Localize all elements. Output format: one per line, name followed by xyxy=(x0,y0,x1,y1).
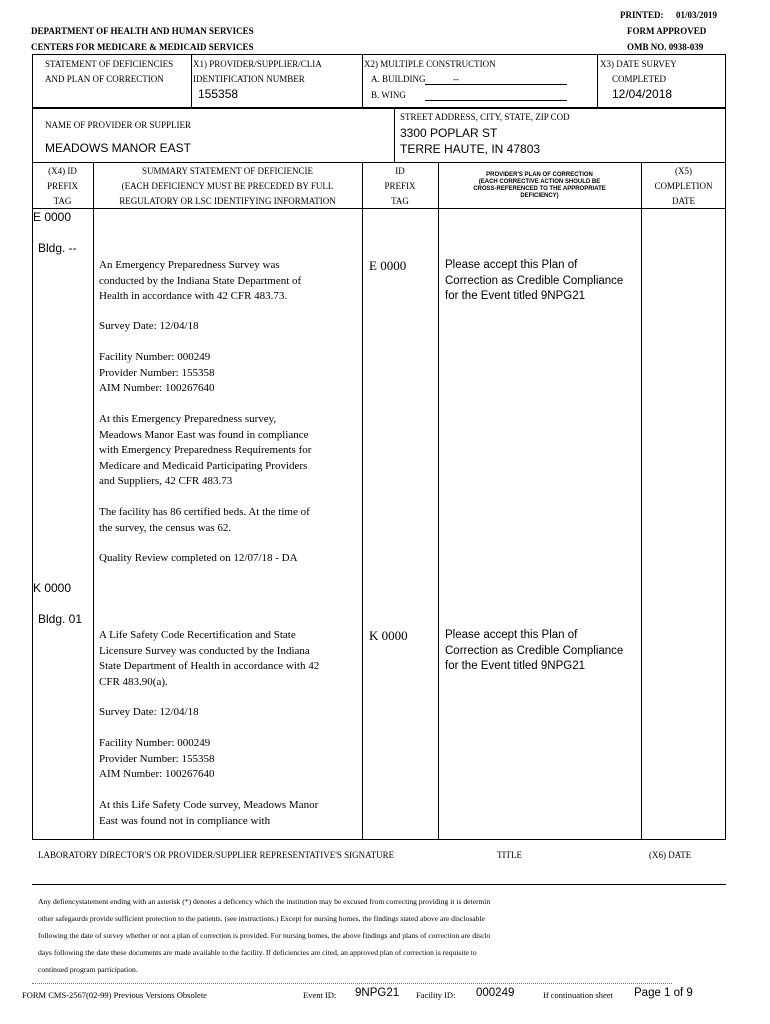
e-paragraph-6: Quality Review completed on 12/07/18 - DA xyxy=(99,552,298,564)
col-plan-header: PROVIDER'S PLAN OF CORRECTION (EACH CORRECTIVE ACTION SHOULD BE CROSS-REFERENCED TO THE APPROPRIATE DEFICIENCY) xyxy=(473,172,606,199)
e-paragraph-4: At this Emergency Preparedness survey, Meadows Manor East was found in compliance with Emergency Preparedness Requirements for Medicare and Medicaid Participating Providers and Suppliers, 42 CFR 483.73 xyxy=(99,413,312,488)
x2-label: X2) MULTIPLE CONSTRUCTION xyxy=(364,59,496,69)
form-approved: FORM APPROVED xyxy=(627,26,707,36)
statement-label: STATEMENT OF DEFICIENCIES xyxy=(45,59,174,69)
survey-date-value: 12/04/2018 xyxy=(612,87,673,101)
building-label: A. BUILDING xyxy=(371,74,426,84)
e-tag: E 0000 xyxy=(33,210,72,224)
e-paragraph-2: Survey Date: 12/04/18 xyxy=(99,320,199,332)
e-paragraph-3: Facility Number: 000249 Provider Number: 155358 AIM Number: 100267640 xyxy=(99,351,215,395)
facility-id-value: 000249 xyxy=(476,987,515,999)
event-id-label: Event ID: xyxy=(303,990,337,1000)
e-plan-text: Please accept this Plan of Correction as Credible Compliance for the Event titled 9NPG21 xyxy=(445,259,624,303)
continuation-label: If continuation sheet xyxy=(543,990,613,1000)
provider-id-box xyxy=(191,54,363,108)
col-id-header: ID PREFIX TAG xyxy=(384,166,416,206)
omb-number: OMB NO. 0938-039 xyxy=(627,42,704,52)
provider-name-box xyxy=(32,108,395,163)
x1-label: X1) PROVIDER/SUPPLIER/CLIA xyxy=(193,59,322,69)
k-tag: K 0000 xyxy=(33,581,72,595)
e-paragraph-1: An Emergency Preparedness Survey was conducted by the Indiana State Department of Health in accordance with 42 CFR 483.73. xyxy=(99,259,302,303)
printed-date: 01/03/2019 xyxy=(676,10,718,20)
signature-label: LABORATORY DIRECTOR'S OR PROVIDER/SUPPLIER REPRESENTATIVE'S SIGNATURE xyxy=(38,850,395,860)
provider-id-value: 155358 xyxy=(198,87,239,101)
facility-id-label: Facility ID: xyxy=(416,990,456,1000)
k-paragraph-3: Facility Number: 000249 Provider Number: 155358 AIM Number: 100267640 xyxy=(99,737,215,781)
event-id-value: 9NPG21 xyxy=(355,987,400,999)
date-survey-box xyxy=(597,54,726,108)
building-value: -- xyxy=(453,74,459,84)
plan-label: AND PLAN OF CORRECTION xyxy=(45,74,164,84)
wing-label: B. WING xyxy=(371,90,406,100)
e-paragraph-5: The facility has 86 certified beds. At the time of the survey, the census was 62. xyxy=(99,506,310,534)
x1-sublabel: IDENTIFICATION NUMBER xyxy=(193,74,305,84)
k-id-tag: K 0000 xyxy=(369,628,408,643)
title-label: TITLE xyxy=(497,850,522,860)
k-paragraph-4: At this Life Safety Code survey, Meadows Manor East was found not in compliance with xyxy=(99,799,319,827)
provider-name: MEADOWS MANOR EAST xyxy=(45,141,192,155)
statement-box xyxy=(32,54,192,108)
agency-title: CENTERS FOR MEDICARE & MEDICAID SERVICES xyxy=(31,42,254,52)
col-x4-header: (X4) ID PREFIX TAG xyxy=(46,166,78,206)
k-paragraph-2: Survey Date: 12/04/18 xyxy=(99,706,199,718)
address-city: TERRE HAUTE, IN 47803 xyxy=(400,142,541,156)
x3-sublabel: COMPLETED xyxy=(612,74,666,84)
notice-text: Any defiencystatement ending with an asterisk (*) denotes a deficency which the institution may be excused from correcting providing it is determin other safegaurds provide sufficient protection to the patients. (see instructions.) Except for nursing homes, the findings stated above are disclosable following the date of survey whether or not a plan of correction is provided. For nursing homes, the above findings and plans of correction are disclo days following the date these documents are made available to the facility. If deficiencies are cited, an approved plan of correction is requisite to continued program participation. xyxy=(38,897,491,974)
col-summary-header: SUMMARY STATEMENT OF DEFICIENCIE (EACH DEFICIENCY MUST BE PRECEDED BY FULL REGULATORY OR LSC IDENTIFYING INFORMATION xyxy=(119,166,336,206)
k-paragraph-1: A Life Safety Code Recertification and State Licensure Survey was conducted by the Indiana State Department of Health in accordance with 42 CFR 483.90(a). xyxy=(99,629,320,688)
address-box xyxy=(394,108,726,163)
form-number: FORM CMS-2567(02-99) Previous Versions Obsolete xyxy=(22,990,207,1000)
construction-box xyxy=(362,54,598,108)
provider-name-label: NAME OF PROVIDER OR SUPPLIER xyxy=(45,120,192,130)
department-title: DEPARTMENT OF HEALTH AND HUMAN SERVICES xyxy=(31,26,254,36)
e-id-tag: E 0000 xyxy=(369,258,407,273)
address-label: STREET ADDRESS, CITY, STATE, ZIP COD xyxy=(400,112,570,122)
address-street: 3300 POPLAR ST xyxy=(400,126,498,140)
k-plan-text: Please accept this Plan of Correction as Credible Compliance for the Event titled 9NPG21 xyxy=(445,629,624,673)
col-x5-header: (X5) COMPLETION DATE xyxy=(654,166,713,206)
page-number: Page 1 of 9 xyxy=(634,987,693,999)
k-building: Bldg. 01 xyxy=(38,612,83,626)
printed-label: PRINTED: xyxy=(620,10,664,20)
date-label: (X6) DATE xyxy=(649,850,692,860)
x3-label: X3) DATE SURVEY xyxy=(600,59,677,69)
e-building: Bldg. -- xyxy=(38,241,77,255)
